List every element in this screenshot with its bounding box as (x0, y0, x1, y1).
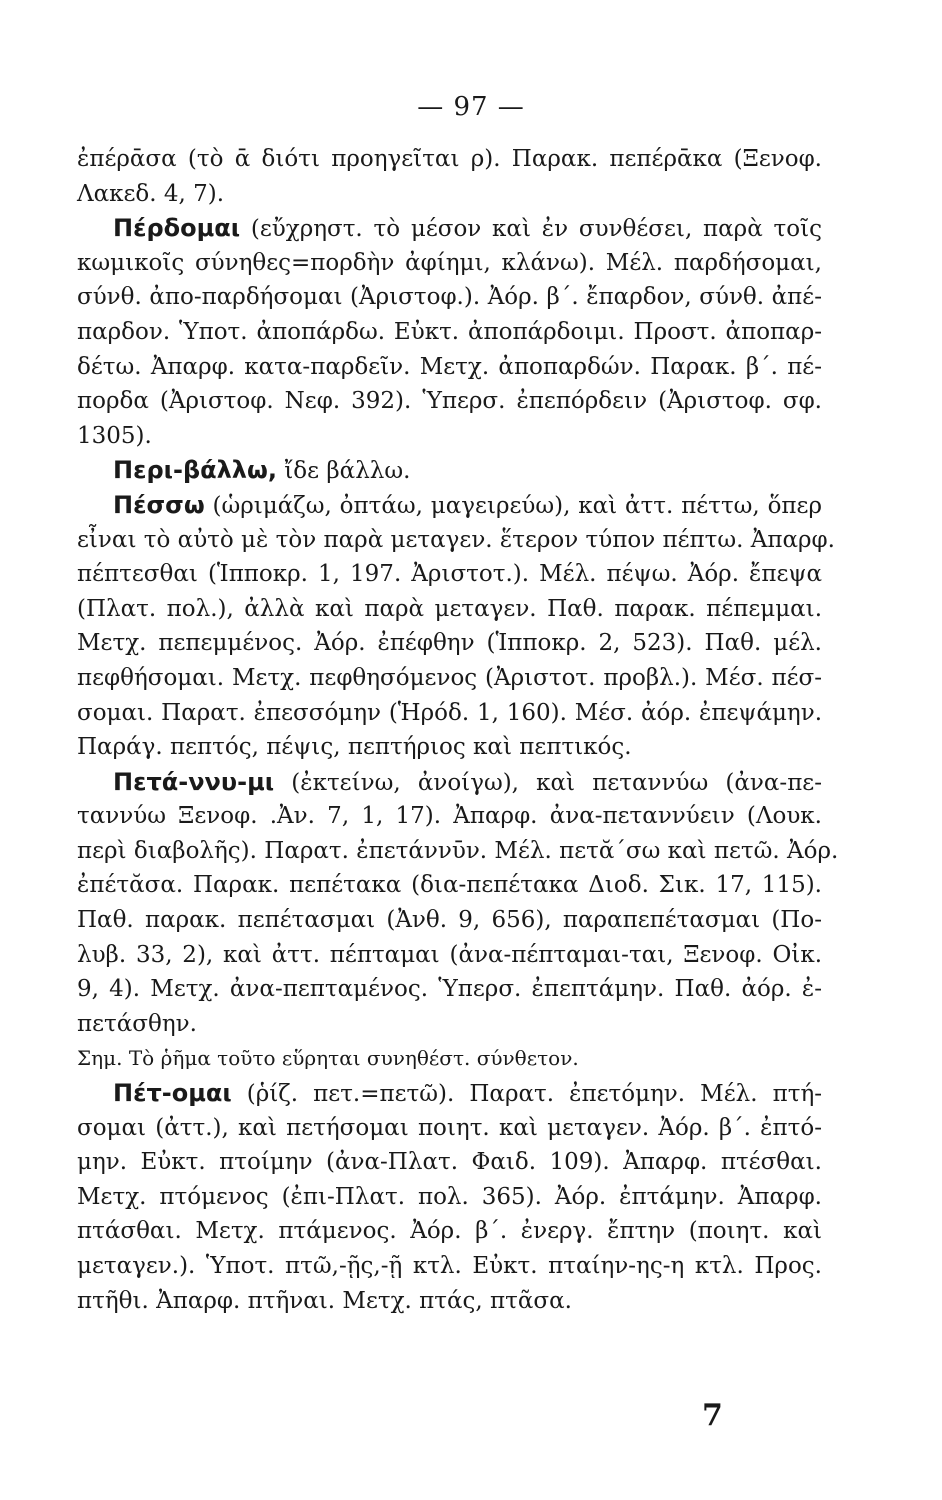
entry-headword: Πέρδομαι (113, 214, 241, 243)
text-line: λυβ. 33, 2), καὶ ἀττ. πέπταμαι (ἀνα-πέπταμαι-ται, Ξενοφ. Οἰκ. (77, 941, 822, 968)
entry-text: ἴδε βάλλω. (276, 458, 411, 485)
text-line: εἶναι τὸ αὐτὸ μὲ τὸν παρὰ μεταγεν. ἕτερον τύπον πέπτω. Ἀπαρφ. (77, 526, 835, 553)
text-line: μην. Εὐκτ. πτοίμην (ἀνα-Πλατ. Φαιδ. 109). Ἀπαρφ. πτέσθαι. (77, 1149, 822, 1176)
text-line: Μετχ. πτόμενος (ἐπι-Πλατ. πολ. 365). Ἀόρ. ἐπτάμην. Ἀπαρφ. (77, 1183, 822, 1210)
entry-headword: Πετά-ννυ-μι (113, 767, 275, 796)
entry-text: (εὔχρηστ. τὸ μέσον καὶ ἐν συνθέσει, παρὰ τοῖς (240, 216, 822, 243)
entry-line (77, 765, 822, 800)
text-line: μεταγεν.). Ὑποτ. πτῶ,-ῇς,-ῇ κτλ. Εὐκτ. πταίην-ης-η κτλ. Προς. (77, 1253, 822, 1279)
entry-text: (ῥίζ. πετ.=πετῶ). Παρατ. ἐπετόμην. Μέλ. πτή- (231, 1081, 822, 1108)
entry-text: (ἐκτείνω, ἀνοίγω), καὶ πεταννύω (ἀνα-πε- (274, 769, 822, 796)
text-line: ἐπέρᾱσα (τὸ ᾱ διότι προηγεῖται ρ). Παρακ. πεπέρᾱκα (Ξενοφ. (77, 146, 822, 172)
text-line: σομαι (ἀττ.), καὶ πετήσομαι ποιητ. καὶ μεταγεν. Ἀόρ. β΄. ἐπτό- (77, 1114, 822, 1141)
signature-mark: 7 (702, 1398, 723, 1433)
entry-line (77, 453, 822, 488)
entry-headword: Περι-βάλλω, (113, 456, 277, 485)
text-line: Παράγ. πεπτός, πέψις, πεπτήριος καὶ πεπτικός. (77, 734, 632, 761)
text-line: σομαι. Παρατ. ἐπεσσόμην (Ἡρόδ. 1, 160). Μέσ. ἀόρ. ἐπεψάμην. (77, 699, 822, 726)
text-line: δέτω. Ἀπαρφ. κατα-παρδεῖν. Μετχ. ἀποπαρδών. Παρακ. β΄. πέ- (77, 353, 822, 380)
text-line: (Πλατ. πολ.), ἀλλὰ καὶ παρὰ μεταγεν. Παθ. παρακ. πέπεμμαι. (77, 595, 822, 622)
text-line: ταννύω Ξενοφ. .Ἀν. 7, 1, 17). Ἀπαρφ. ἀνα-πεταννύειν (Λουκ. (77, 803, 822, 830)
entry-line (77, 211, 822, 246)
text-line: πτῆθι. Ἀπαρφ. πτῆναι. Μετχ. πτάς, πτᾶσα. (77, 1287, 572, 1314)
entry-headword: Πέσσω (113, 490, 205, 519)
text-line: 1305). (77, 422, 152, 449)
text-line: 9, 4). Μετχ. ἀνα-πεπταμένος. Ὑπερσ. ἐπεπτάμην. Παθ. ἀόρ. ἐ- (77, 976, 822, 1003)
note-line: Σημ. Τὸ ῥῆμα τοῦτο εὕρηται συνηθέστ. σύνθετον. (77, 1046, 579, 1071)
text-line: σύνθ. ἀπο-παρδήσομαι (Ἀριστοφ.). Ἀόρ. β΄. ἔπαρδον, σύνθ. ἀπέ- (77, 284, 822, 311)
text-line: Λακεδ. 4, 7). (77, 180, 225, 207)
entry-text: (ὡριμάζω, ὀπτάω, μαγειρεύω), καὶ ἀττ. πέττω, ὅπερ (204, 492, 822, 519)
text-line: πεφθήσομαι. Μετχ. πεφθησόμενος (Ἀριστοτ. προβλ.). Μέσ. πέσ- (77, 664, 822, 691)
entry-headword: Πέτ-ομαι (113, 1079, 232, 1108)
entry-line (77, 488, 822, 523)
text-line: πετάσθην. (77, 1010, 197, 1037)
text-line: πέπτεσθαι (Ἱπποκρ. 1, 197. Ἀριστοτ.). Μέλ. πέψω. Ἀόρ. ἔπεψα (77, 561, 822, 588)
entry-line (77, 1076, 822, 1111)
text-line: ἐπέτᾰσα. Παρακ. πεπέτακα (δια-πεπέτακα Διοδ. Σικ. 17, 115). (77, 872, 822, 899)
text-line: Παθ. παρακ. πεπέτασμαι (Ἀνθ. 9, 656), παραπεπέτασμαι (Πο- (77, 907, 822, 934)
page-number: — 97 — (417, 92, 525, 122)
text-line: κωμικοῖς σύνηθες=πορδὴν ἀφίημι, κλάνω). Μέλ. παρδήσομαι, (77, 249, 822, 276)
text-line: περὶ διαβολῆς). Παρατ. ἐπετάννῡν. Μέλ. πετᾰ΄σω καὶ πετῶ. Ἀόρ. (77, 837, 839, 864)
text-line: παρδον. Ὑποτ. ἀποπάρδω. Εὐκτ. ἀποπάρδοιμι. Προστ. ἀποπαρ- (77, 318, 822, 345)
text-line: πτάσθαι. Μετχ. πτάμενος. Ἀόρ. β΄. ἐνεργ. ἔπτην (ποιητ. καὶ (77, 1218, 822, 1245)
body-text (77, 142, 839, 1318)
text-line: πορδα (Ἀριστοφ. Νεφ. 392). Ὑπερσ. ἐπεπόρδειν (Ἀριστοφ. σφ. (77, 388, 822, 415)
text-line: Μετχ. πεπεμμένος. Ἀόρ. ἐπέφθην (Ἱπποκρ. 2, 523). Παθ. μέλ. (77, 630, 822, 657)
